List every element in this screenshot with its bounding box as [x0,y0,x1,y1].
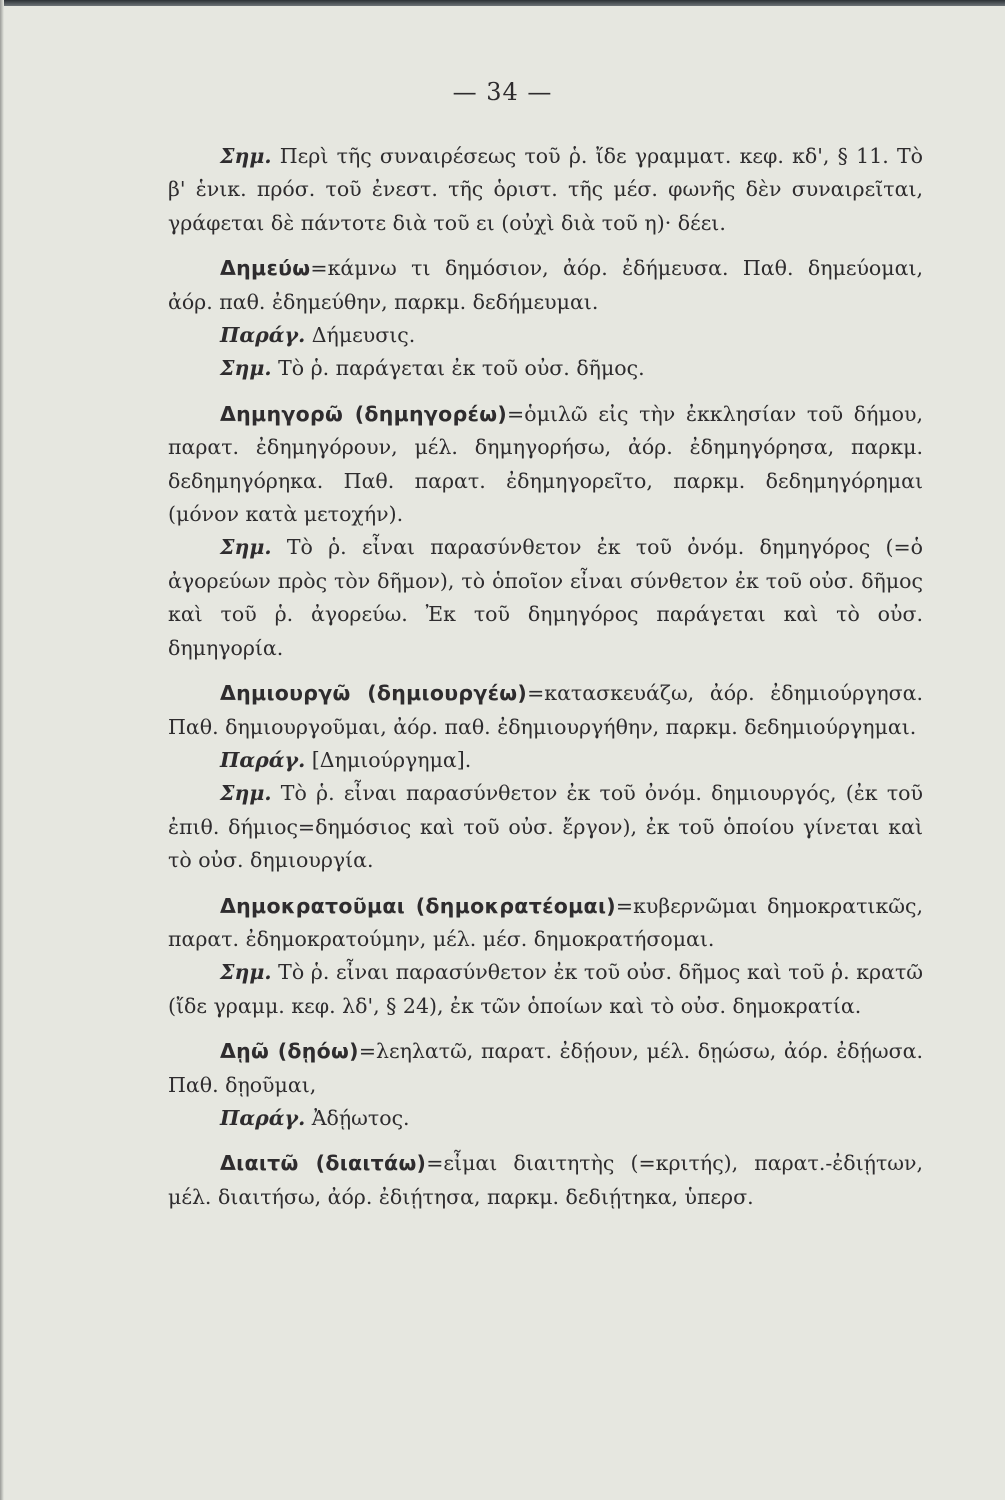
note-text: Τὸ ῥ. εἶναι παρασύνθετον ἐκ τοῦ ὀνόμ. δημηγόρος (=ὁ ἀγορεύων πρὸς τὸν δῆμον), τὸ ὁποῖον εἶναι σύνθετον ἐκ τοῦ οὐσ. δῆμος καὶ τοῦ ῥ. ἀγορεύω. Ἐκ τοῦ δημηγόρος παράγεται καὶ τὸ οὐσ. δημηγορία. [168,535,923,660]
entry-demokratoumai [168,890,923,957]
note-label: Σημ. [220,535,272,560]
note-text: Τὸ ῥ. παράγεται ἐκ τοῦ οὐσ. δῆμος. [271,356,645,381]
definition: =κυβερνῶμαι δημοκρατικῶς, παρατ. ἐδημοκρατούμην, μέλ. μέσ. δημοκρατήσομαι. [168,893,923,951]
headword: Δημοκρατοῦμαι (δημοκρατέομαι) [220,893,616,918]
derivative-paragraph [168,744,923,777]
headword: Δῃῶ (δῃόω) [220,1039,359,1064]
note-paragraph [168,531,923,665]
derivative-paragraph [168,1102,923,1135]
page-number: — 34 — [452,78,553,106]
derivative-text: Δήμευσις. [305,323,416,348]
definition: =κατασκευάζω, ἀόρ. ἐδημιούργησα. Παθ. δημιουργοῦμαι, ἀόρ. παθ. ἐδημιουργήθην, παρκμ. δεδημιούργημαι. [168,681,924,739]
headword: Δημηγορῶ (δημηγορέω) [220,401,508,426]
derivative-text: [Δημιούργημα]. [305,747,472,772]
page-left-edge [0,0,4,1500]
note-label: Σημ. [220,781,272,806]
note-label: Σημ. [220,356,272,381]
definition: =λεηλατῶ, παρατ. ἐδῄουν, μέλ. δῃώσω, ἀόρ. ἐδῄωσα. Παθ. δῃοῦμαι, [168,1039,923,1097]
definition: =εἶμαι διαιτητὴς (=κριτής), παρατ.-ἐδιῄτων, μέλ. διαιτήσω, ἀόρ. ἐδιῄτησα, παρκμ. δεδιῄτηκα, ὑπερσ. [168,1151,923,1209]
derivative-label: Παράγ. [220,747,306,772]
note-text: Τὸ ῥ. εἶναι παρασύνθετον ἐκ τοῦ οὐσ. δῆμος καὶ τοῦ ῥ. κρατῶ (ἴδε γραμμ. κεφ. λδ', § 24), ἐκ τῶν ὁποίων καὶ τὸ οὐσ. δημοκρατία. [168,960,923,1018]
derivative-label: Παράγ. [220,323,306,348]
note-paragraph [168,777,923,877]
note-text: Περὶ τῆς συναιρέσεως τοῦ ῥ. ἴδε γραμματ. κεφ. κδ', § 11. Τὸ β' ἑνικ. πρόσ. τοῦ ἐνεστ. τῆς ὁριστ. τῆς μέσ. φωνῆς δὲν συναιρεῖται, γράφεται δὲ πάντοτε διὰ τοῦ ει (οὐχὶ διὰ τοῦ η)· δέει. [168,144,923,235]
note-text: Τὸ ῥ. εἶναι παρασύνθετον ἐκ τοῦ ὀνόμ. δημιουργός, (ἐκ τοῦ ἐπιθ. δήμιος=δημόσιος καὶ τοῦ οὐσ. ἔργον), ἐκ τοῦ ὁποίου γίνεται καὶ τὸ οὐσ. δημιουργία. [168,781,923,873]
definition: =κάμνω τι δημόσιον, ἀόρ. ἐδήμευσα. Παθ. δημεύομαι, ἀόρ. παθ. ἐδημεύθην, παρκμ. δεδήμευμαι. [168,256,923,314]
note-label: Σημ. [220,960,272,985]
entry-demiourgo [168,677,923,744]
entry-demeuo [168,252,923,319]
note-paragraph [168,956,923,1023]
note-label: Σημ. [220,144,272,168]
page-text [168,140,923,1214]
entry-deo [168,1035,923,1102]
headword: Δημιουργῶ (δημιουργέω) [220,681,528,706]
headword: Δημεύω [220,256,311,281]
note-paragraph [168,352,923,385]
definition: =ὁμιλῶ εἰς τὴν ἐκκλησίαν τοῦ δήμου, παρατ. ἐδημηγόρουν, μέλ. δημηγορήσω, ἀόρ. ἐδημηγόρησα, παρκμ. δεδημηγόρηκα. Παθ. παρατ. ἐδημηγορεῖτο, παρκμ. δεδημηγόρημαι (μόνον κατὰ μετοχήν). [168,401,923,527]
derivative-text: Ἀδῄωτος. [305,1105,410,1130]
entry-diaito [168,1147,923,1214]
headword: Διαιτῶ (διαιτάω) [220,1151,427,1176]
note-paragraph [168,140,923,240]
entry-demegoro [168,398,923,532]
derivative-label: Παράγ. [220,1105,306,1130]
derivative-paragraph [168,319,923,352]
page-top-edge [0,0,1005,6]
